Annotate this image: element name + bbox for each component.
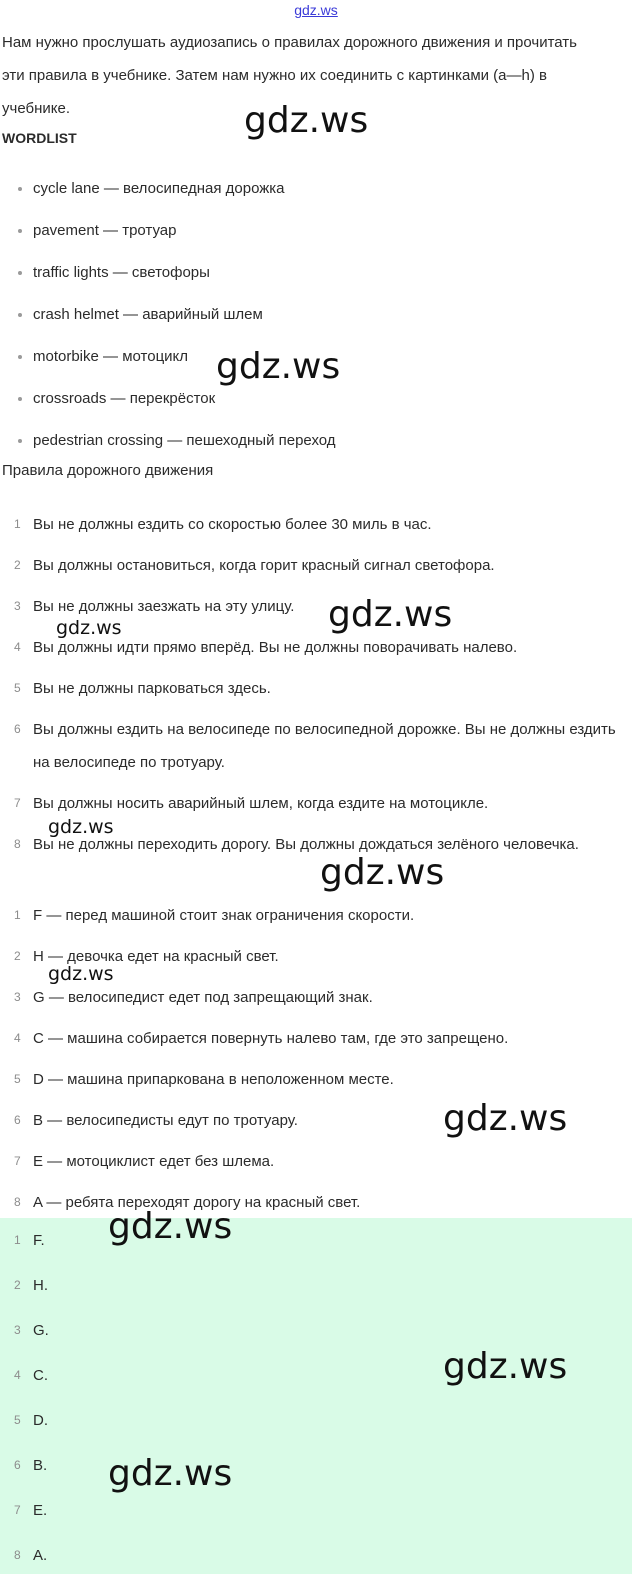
list-item: traffic lights — светофоры	[0, 252, 336, 294]
list-item: 3 Вы не должны заезжать на эту улицу.	[0, 586, 632, 627]
list-item: pavement — тротуар	[0, 210, 336, 252]
list-item: 1 F.	[0, 1218, 632, 1263]
item-number: 3	[14, 990, 21, 1004]
list-item: cycle lane — велосипедная дорожка	[0, 168, 336, 210]
item-number: 4	[14, 640, 21, 654]
answers-list	[0, 1218, 632, 1578]
item-number: 6	[14, 1458, 21, 1472]
item-number: 2	[14, 949, 21, 963]
item-number: 4	[14, 1368, 21, 1382]
list-item: 3 G.	[0, 1308, 632, 1353]
list-item: 4 C — машина собирается повернуть налево там, где это запрещено.	[0, 1018, 632, 1059]
item-number: 3	[14, 599, 21, 613]
list-item: 8 A — ребята переходят дорогу на красный свет.	[0, 1182, 632, 1223]
bullet-icon	[18, 397, 22, 401]
watermark: gdz.ws	[108, 1206, 233, 1247]
watermark: gdz.ws	[48, 963, 114, 985]
list-item: 8 A.	[0, 1533, 632, 1578]
list-item: 3 G — велосипедист едет под запрещающий знак.	[0, 977, 632, 1018]
list-item: 8 Вы не должны переходить дорогу. Вы должны дождаться зелёного человечка.	[0, 824, 632, 865]
list-item: 7 E — мотоциклист едет без шлема.	[0, 1141, 632, 1182]
list-item: 4 Вы должны идти прямо вперёд. Вы не должны поворачивать налево.	[0, 627, 632, 668]
list-item: 7 Вы должны носить аварийный шлем, когда ездите на мотоцикле.	[0, 783, 632, 824]
item-number: 5	[14, 1413, 21, 1427]
watermark: gdz.ws	[108, 1453, 233, 1494]
item-number: 5	[14, 1072, 21, 1086]
list-item: crossroads — перекрёсток	[0, 378, 336, 420]
list-item: 5 D — машина припаркована в неположенном месте.	[0, 1059, 632, 1100]
item-number: 7	[14, 796, 21, 810]
watermark: gdz.ws	[328, 594, 453, 635]
list-item: 6 B.	[0, 1443, 632, 1488]
list-item: 5 D.	[0, 1398, 632, 1443]
list-item: 7 E.	[0, 1488, 632, 1533]
item-number: 8	[14, 1548, 21, 1562]
bullet-icon	[18, 439, 22, 443]
item-number: 1	[14, 517, 21, 531]
watermark: gdz.ws	[320, 852, 445, 893]
watermark: gdz.ws	[244, 100, 369, 141]
watermark: gdz.ws	[443, 1346, 568, 1387]
bullet-icon	[18, 271, 22, 275]
site-link[interactable]: gdz.ws	[294, 2, 338, 18]
list-item: 2 H.	[0, 1263, 632, 1308]
watermark: gdz.ws	[216, 346, 341, 387]
item-number: 6	[14, 722, 21, 736]
list-item: crash helmet — аварийный шлем	[0, 294, 336, 336]
bullet-icon	[18, 355, 22, 359]
item-number: 1	[14, 1233, 21, 1247]
list-item: 4 C.	[0, 1353, 632, 1398]
rules-list	[0, 504, 632, 865]
item-number: 2	[14, 1278, 21, 1292]
item-number: 8	[14, 837, 21, 851]
matches-list	[0, 895, 632, 1223]
bullet-icon	[18, 229, 22, 233]
list-item: 2 Вы должны остановиться, когда горит красный сигнал светофора.	[0, 545, 632, 586]
list-item: 5 Вы не должны парковаться здесь.	[0, 668, 632, 709]
item-number: 4	[14, 1031, 21, 1045]
list-item: 6 B — велосипедисты едут по тротуару.	[0, 1100, 632, 1141]
bullet-icon	[18, 313, 22, 317]
item-number: 7	[14, 1503, 21, 1517]
list-item: 6 Вы должны ездить на велосипеде по велосипедной дорожке. Вы не должны ездить на велосипеде по тротуару.	[0, 709, 632, 783]
item-number: 7	[14, 1154, 21, 1168]
watermark: gdz.ws	[56, 617, 122, 639]
bullet-icon	[18, 187, 22, 191]
item-number: 3	[14, 1323, 21, 1337]
list-item: 1 F — перед машиной стоит знак ограничения скорости.	[0, 895, 632, 936]
list-item: 2 H — девочка едет на красный свет.	[0, 936, 632, 977]
rules-heading: Правила дорожного движения	[2, 462, 214, 479]
watermark: gdz.ws	[443, 1098, 568, 1139]
wordlist-heading: WORDLIST	[2, 130, 77, 146]
list-item: motorbike — мотоцикл	[0, 336, 336, 378]
item-number: 2	[14, 558, 21, 572]
intro-paragraph: Нам нужно прослушать аудиозапись о правилах дорожного движения и прочитать эти правила в учебнике. Затем нам нужно их соединить с картинками (a—h) в учебнике.	[2, 34, 577, 117]
wordlist	[0, 168, 336, 462]
item-number: 5	[14, 681, 21, 695]
item-number: 8	[14, 1195, 21, 1209]
list-item: 1 Вы не должны ездить со скоростью более 30 миль в час.	[0, 504, 632, 545]
item-number: 6	[14, 1113, 21, 1127]
list-item: pedestrian crossing — пешеходный переход	[0, 420, 336, 462]
watermark: gdz.ws	[48, 816, 114, 838]
item-number: 1	[14, 908, 21, 922]
